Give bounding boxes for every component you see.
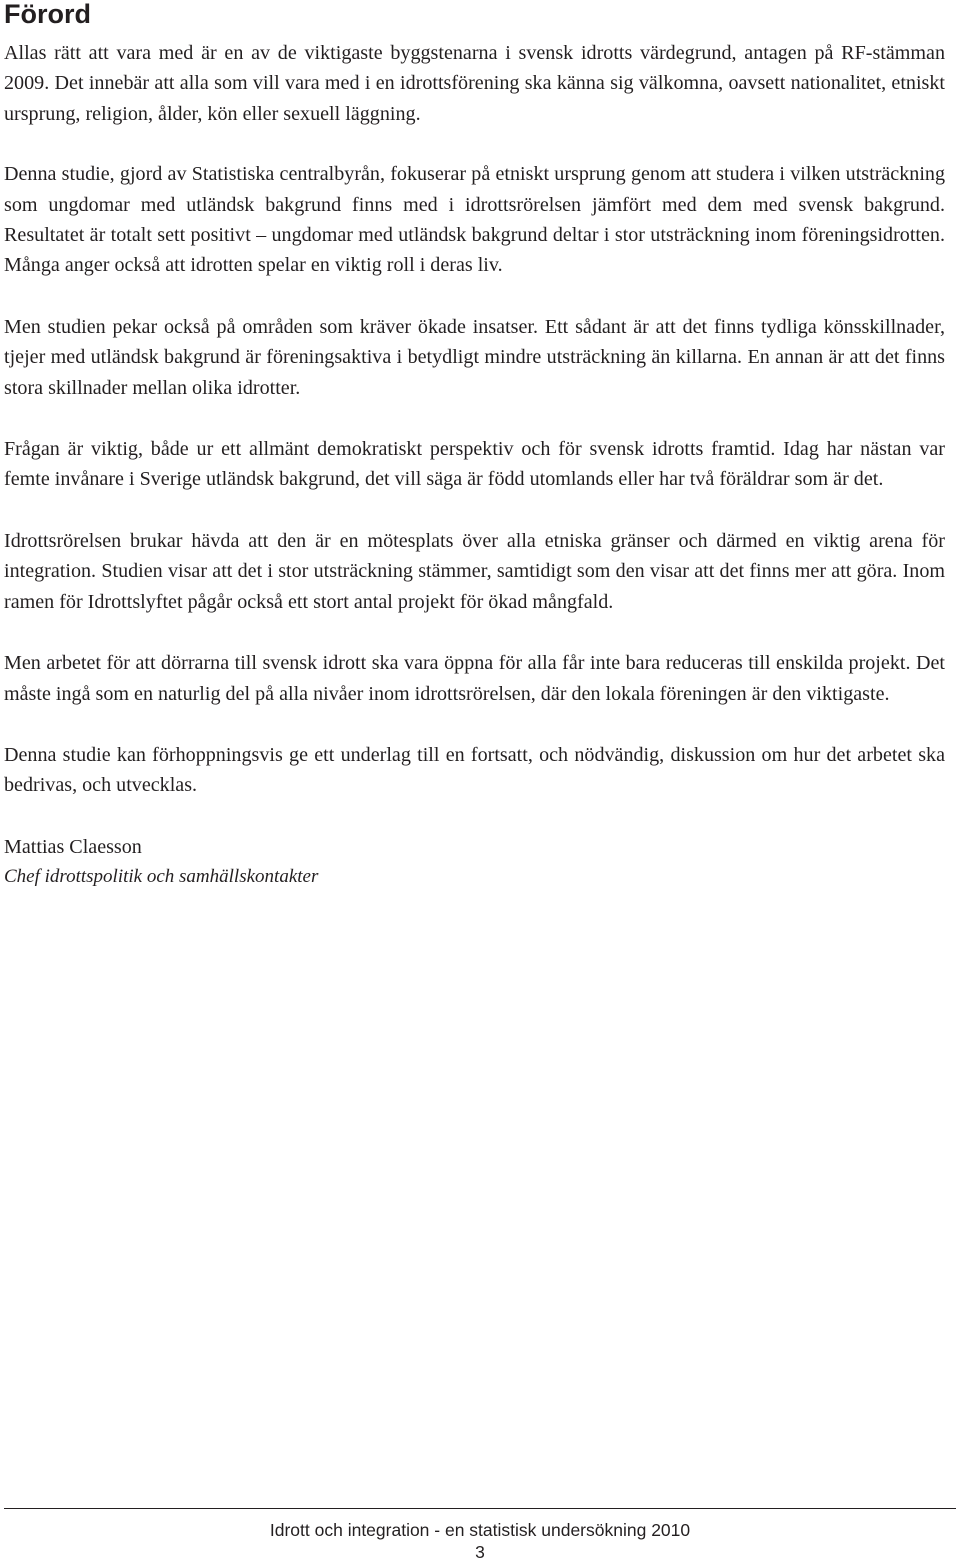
signature-title: Chef idrottspolitik och samhällskontakter [4,866,319,888]
paragraph-conclusion: Denna studie kan förhoppningsvis ge ett underlag till en fortsatt, och nödvändig, diskussion om hur det arbetet ska bedrivas, och utvecklas. [4,743,945,797]
paragraph-open-doors: Men arbetet för att dörrarna till svensk idrott ska vara öppna för alla får inte bara reduceras till enskilda projekt. Det måste ingå som en naturlig del på alla nivåer inom idrottsrörelsen, där den lokala föreningen är den viktigaste. [4,652,945,705]
paragraph-intro: Allas rätt att vara med är en av de viktigaste byggstenarna i svensk idrotts värdegrund, antagen på RF-stämman 2009. Det innebär att alla som vill vara med i en idrottsförening ska känna sig välkomna, oavsett nationalitet, etniskt ursprung, religion, ålder, kön eller sexuell läggning. [4,42,945,125]
page-title: Förord [4,0,91,29]
page-number: 3 [475,1542,485,1562]
signature-name: Mattias Claesson [4,835,142,858]
paragraph-study: Denna studie, gjord av Statistiska centralbyrån, fokuserar på etniskt ursprung genom att studera i vilken utsträckning som ungdomar med utländsk bakgrund finns med i idrottsrörelsen jämfört med dem med svensk bakgrund. Resultatet är totalt sett positivt – ungdomar med utländsk bakgrund deltar i stor utsträckning inom föreningsidrotten. Många anger också att idrotten spelar en viktig roll i deras liv. [4,163,945,277]
paragraph-integration: Idrottsrörelsen brukar hävda att den är en mötesplats över alla etniska gränser och därmed en viktig arena för integration. Studien visar att det i stor utsträckning stämmer, samtidigt som den visar att det finns mer att göra. Inom ramen för Idrottslyftet pågår också ett stort antal projekt för ökad mångfald. [4,529,945,613]
paragraph-importance: Frågan är viktig, både ur ett allmänt demokratiskt perspektiv och för svensk idrotts framtid. Idag har nästan var femte invånare i Sverige utländsk bakgrund, det vill säga är född utomlands eller har två föräldrar som är det. [4,438,945,491]
footer-divider [4,1508,956,1509]
footer-publication-title: Idrott och integration - en statistisk undersökning 2010 [269,1520,691,1540]
document-body [4,38,945,893]
paragraph-challenges: Men studien pekar också på områden som kräver ökade insatser. Ett sådant är att det finns tydliga könsskillnader, tjejer med utländsk bakgrund är föreningsaktiva i betydligt mindre utsträckning än killarna. En annan är att det finns stora skillnader mellan olika idrotter. [4,315,945,399]
